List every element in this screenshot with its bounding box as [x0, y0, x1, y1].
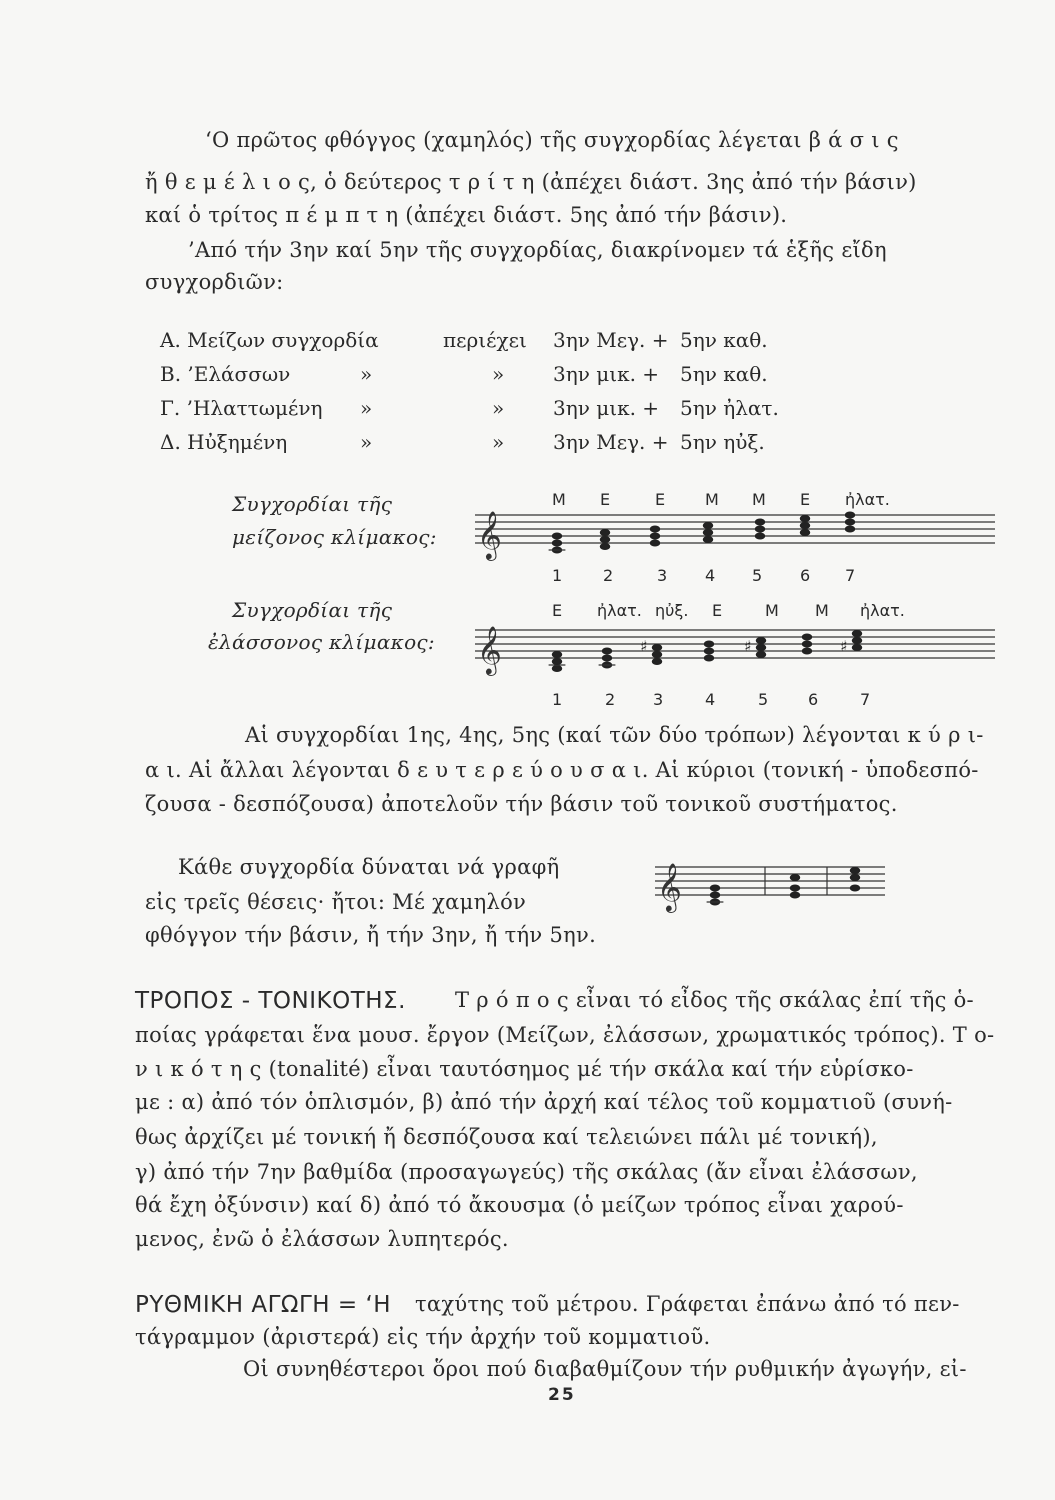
chord-quality-label: ἠλατ. — [597, 601, 642, 620]
staff-positions — [655, 855, 885, 910]
note-head — [650, 533, 661, 540]
chord-quality-label: E — [600, 490, 611, 509]
chord-quality-label: ηὐξ. — [655, 601, 689, 620]
degree-number: 1 — [552, 690, 563, 709]
sharp-icon: ♯ — [744, 637, 752, 656]
note-head — [650, 526, 661, 533]
note-head — [652, 651, 663, 658]
note-head — [755, 526, 766, 533]
chord-row-a-fifth: 5ην καθ. — [680, 328, 768, 352]
note-head — [710, 885, 721, 892]
note-head — [552, 651, 563, 658]
ditto-mark: » — [360, 396, 373, 420]
kyriai-line-1: Αἱ συγχορδίαι 1ης, 4ης, 5ης (καί τῶν δύο τρόπων) λέγονται κ ύ ρ ι- — [245, 723, 984, 747]
staff-major-caption-2: μείζονος κλίμακος: — [232, 525, 437, 549]
degree-number: 5 — [758, 690, 769, 709]
chord-quality-label: M — [752, 490, 766, 509]
note-head — [852, 644, 863, 651]
staff-minor-caption-2: ἐλάσσονος κλίμακος: — [208, 630, 435, 654]
note-head — [845, 519, 856, 526]
note-head — [703, 536, 714, 543]
note-head — [704, 648, 715, 655]
note-head — [602, 648, 613, 655]
rythmiki-line-1: ταχύτης τοῦ μέτρου. Γράφεται ἐπάνω ἀπό τό πεν- — [415, 1292, 960, 1316]
rythmiki-line-2: τάγραμμον (ἀριστερά) εἰς τήν ἀρχήν τοῦ κομματιοῦ. — [135, 1325, 711, 1349]
chord-quality-label: E — [712, 601, 723, 620]
note-head — [790, 892, 801, 899]
note-head — [602, 655, 613, 662]
note-head — [600, 536, 611, 543]
tropos-line-2: ποίας γράφεται ἕνα μουσ. ἔργον (Μείζων, ἐλάσσων, χρωματικός τρόπος). Τ ο- — [135, 1023, 995, 1047]
degree-number: 7 — [860, 690, 871, 709]
chord-quality-label: E — [552, 601, 563, 620]
tropos-heading: ΤΡΟΠΟΣ - ΤΟΝΙΚΟΤΗΣ. — [135, 988, 406, 1014]
chord-quality-label: E — [800, 490, 811, 509]
chord-row-c-fifth: 5ην ἠλατ. — [680, 396, 779, 420]
note-head — [756, 644, 767, 651]
note-head — [802, 634, 813, 641]
rythmiki-heading: ΡΥΘΜΙΚΗ ΑΓΩΓΗ = ‘Η — [135, 1292, 392, 1318]
chord-quality-label: ἠλατ. — [860, 601, 905, 620]
page-number: 25 — [548, 1385, 576, 1405]
note-head — [756, 637, 767, 644]
degree-number: 5 — [752, 566, 763, 585]
tropos-line-6: γ) ἀπό τήν 7ην βαθμίδα (προσαγωγεύς) τῆς σκάλας (ἄν εἶναι ἐλάσσων, — [135, 1160, 918, 1184]
chord-row-b-third: 3ην μικ. + — [553, 362, 660, 386]
staff-major-caption-1: Συγχορδίαι τῆς — [232, 492, 393, 516]
chord-row-d: Δ. Ηὐξημένη — [160, 430, 288, 454]
chord-row-c-verb: » — [492, 396, 505, 420]
chord-quality-label: M — [705, 490, 719, 509]
degree-number: 1 — [552, 566, 563, 585]
intro-line-4: ’Από τήν 3ην καί 5ην τῆς συγχορδίας, διακρίνομεν τά ἑξῆς εἴδη — [188, 238, 887, 262]
chord-row-a-verb: περιέχει — [443, 328, 527, 352]
note-head — [755, 519, 766, 526]
theseis-line-1: Κάθε συγχορδία δύναται νά γραφῆ — [178, 855, 560, 879]
note-head — [850, 867, 861, 874]
note-head — [850, 874, 861, 881]
theseis-line-2: εἰς τρεῖς θέσεις· ἤτοι: Μέ χαμηλόν — [145, 890, 527, 914]
chord-quality-label: M — [765, 601, 779, 620]
note-head — [852, 630, 863, 637]
note-head — [800, 529, 811, 536]
note-head — [704, 655, 715, 662]
note-head — [756, 651, 767, 658]
note-head — [755, 533, 766, 540]
ditto-mark: » — [360, 430, 373, 454]
rythmiki-line-3: Οἱ συνηθέστεροι ὅροι πού διαβαθμίζουν τήν ρυθμικήν ἀγωγήν, εἰ- — [243, 1357, 967, 1381]
chord-quality-label: ἠλατ. — [845, 490, 890, 509]
note-head — [652, 658, 663, 665]
chord-row-d-fifth: 5ην ηὐξ. — [680, 430, 765, 454]
kyriai-line-3: ζουσα - δεσπόζουσα) ἀποτελοῦν τήν βάσιν τοῦ τονικοῦ συστήματος. — [145, 792, 898, 816]
note-head — [703, 529, 714, 536]
staff-minor — [475, 620, 995, 680]
note-head — [790, 874, 801, 881]
degree-number: 7 — [845, 566, 856, 585]
degree-number: 2 — [605, 690, 616, 709]
note-head — [802, 641, 813, 648]
note-head — [552, 665, 563, 672]
note-head — [652, 644, 663, 651]
note-head — [552, 540, 563, 547]
degree-number: 6 — [808, 690, 819, 709]
note-head — [852, 637, 863, 644]
tropos-line-3: ν ι κ ό τ η ς (tonalité) εἶναι ταυτόσημος μέ τήν σκάλα καί τήν εὑρίσκο- — [135, 1057, 914, 1081]
degree-number: 3 — [657, 566, 668, 585]
note-head — [845, 512, 856, 519]
intro-line-5: συγχορδιῶν: — [145, 270, 284, 294]
chord-quality-label: M — [552, 490, 566, 509]
ditto-mark: » — [360, 362, 373, 386]
treble-clef-icon: 𝄞 — [657, 862, 682, 911]
tropos-line-5: θως ἀρχίζει μέ τονική ἤ δεσπόζουσα καί τελειώνει πάλι μέ τονική), — [135, 1125, 878, 1149]
note-head — [850, 885, 861, 892]
chord-row-b: B. ’Ελάσσων — [160, 362, 291, 386]
note-head — [704, 641, 715, 648]
note-head — [710, 892, 721, 899]
note-head — [600, 529, 611, 536]
degree-number: 6 — [800, 566, 811, 585]
note-head — [790, 885, 801, 892]
sharp-icon: ♯ — [640, 637, 648, 656]
note-head — [600, 543, 611, 550]
tropos-line-8: μενος, ἐνῶ ὁ ἐλάσσων λυπητερός. — [135, 1227, 509, 1251]
chord-row-c-third: 3ην μικ. + — [553, 396, 660, 420]
note-head — [845, 526, 856, 533]
note-head — [802, 648, 813, 655]
intro-line-2: ἤ θ ε μ έ λ ι ο ς, ὁ δεύτερος τ ρ ί τ η (ἀπέχει διάστ. 3ης ἀπό τήν βάσιν) — [145, 170, 917, 194]
intro-line-1: ‘Ο πρῶτος φθόγγος (χαμηλός) τῆς συγχορδίας λέγεται β ά σ ι ς — [205, 128, 899, 152]
treble-clef-icon: 𝄞 — [477, 510, 502, 559]
chord-row-d-third: 3ην Μεγ. + — [553, 430, 669, 454]
chord-row-b-verb: » — [492, 362, 505, 386]
chord-row-a-third: 3ην Μεγ. + — [553, 328, 669, 352]
tropos-line-7: θά ἔχη ὀξύνσιν) καί δ) ἀπό τό ἄκουσμα (ὁ μείζων τρόπος εἶναι χαρού- — [135, 1193, 904, 1217]
treble-clef-icon: 𝄞 — [477, 625, 502, 674]
intro-line-3: καί ὁ τρίτος π έ μ π τ η (ἀπέχει διάστ. 5ης ἀπό τήν βάσιν). — [145, 203, 788, 227]
note-head — [552, 533, 563, 540]
degree-number: 2 — [603, 566, 614, 585]
tropos-line-4: με : α) ἀπό τόν ὁπλισμόν, β) ἀπό τήν ἀρχή καί τέλος τοῦ κομματιοῦ (συνή- — [135, 1090, 953, 1114]
tropos-line-1: Τ ρ ό π ο ς εἶναι τό εἶδος τῆς σκάλας ἐπί τῆς ὁ- — [455, 988, 974, 1012]
kyriai-line-2: α ι. Αἱ ἄλλαι λέγονται δ ε υ τ ε ρ ε ύ ο υ σ α ι. Αἱ κύριοι (τονική - ὑποδεσπό- — [145, 758, 979, 782]
note-head — [650, 540, 661, 547]
note-head — [800, 522, 811, 529]
note-head — [703, 522, 714, 529]
staff-minor-caption-1: Συγχορδίαι τῆς — [232, 598, 393, 622]
note-head — [800, 515, 811, 522]
degree-number: 3 — [653, 690, 664, 709]
degree-number: 4 — [705, 690, 716, 709]
chord-row-d-verb: » — [492, 430, 505, 454]
chord-row-a: A. Μείζων συγχορδία — [160, 328, 379, 352]
sharp-icon: ♯ — [840, 637, 848, 656]
note-head — [552, 658, 563, 665]
theseis-line-3: φθόγγον τήν βάσιν, ἤ τήν 3ην, ἤ τήν 5ην. — [145, 923, 597, 947]
chord-row-b-fifth: 5ην καθ. — [680, 362, 768, 386]
chord-row-c: Γ. ’Ηλαττωμένη — [160, 396, 323, 420]
chord-quality-label: E — [655, 490, 666, 509]
degree-number: 4 — [705, 566, 716, 585]
staff-major — [475, 505, 995, 565]
chord-quality-label: M — [815, 601, 829, 620]
